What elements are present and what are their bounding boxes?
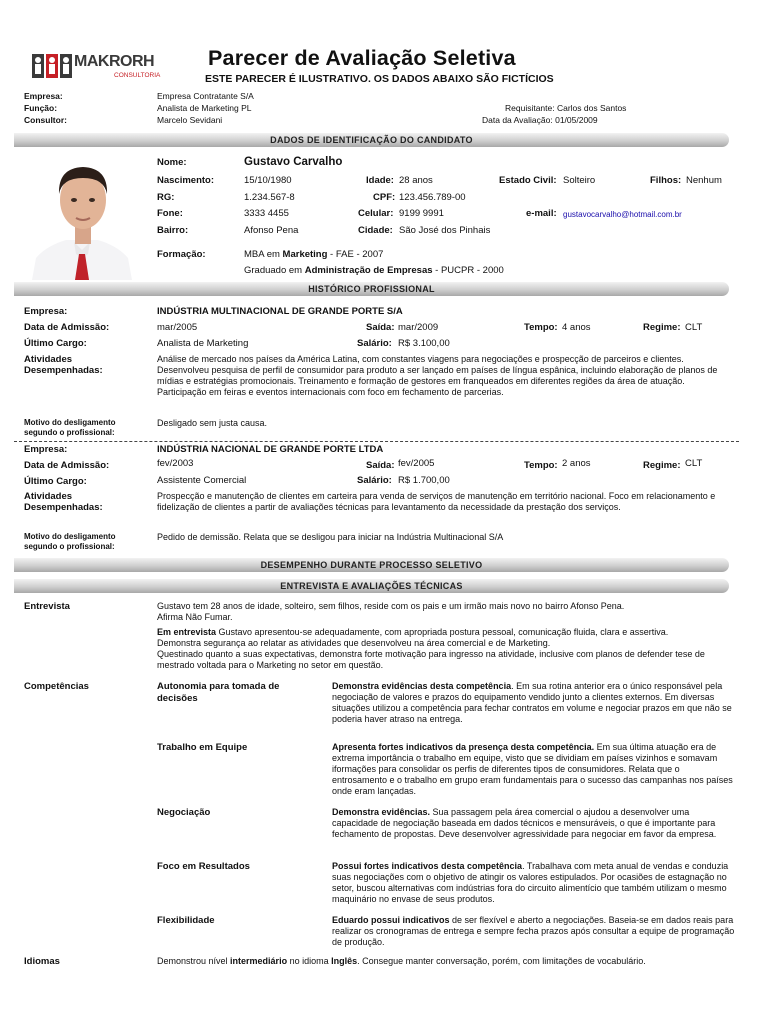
job1-motivo-label: Motivo do desligamento segundo o profissional: — [24, 418, 116, 437]
competencia-desc: Eduardo possui indicativos de ser flexível e aberto a negociações. Baseia-se em dados reais para realizar os cronogramas de entrega e sempre fecha prazos após consultar a equipe de programação de produção. — [332, 915, 735, 947]
entrevista-text: Gustavo tem 28 anos de idade, solteiro, sem filhos, reside com os pais e um irmão mais novo no bairro Afonso Pena. Afirma Não Fumar. Em entrevista Gustavo apresentou-se adequadamente, com apropriada postura pessoal, comunicação fluida, clara e assertiva. Demonstra segurança ao relatar as atividades que desenvolveu na área comercial e de Marketing. Questinado quanto a suas expectativas, demonstra forte motivação para ingresso na atividade, inclusive com planos de defender tese de mestrado voltada para o Marketing no setor em questão. — [157, 601, 705, 670]
bairro-label: Bairro: — [157, 225, 189, 236]
job1-motivo: Desligado sem justa causa. — [157, 418, 268, 428]
rg-label: RG: — [157, 192, 175, 203]
job1-salario-label: Salário: — [357, 338, 392, 349]
requisitante: Requisitante: Carlos dos Santos — [505, 103, 627, 113]
job2-empresa-label: Empresa: — [24, 444, 68, 455]
idiomas-text: Demonstrou nível intermediário no idioma Inglês. Consegue manter conversação, porém, com limitações de vocabulário. — [157, 956, 646, 966]
candidate-photo — [26, 154, 138, 280]
competencia-name: Flexibilidade — [157, 915, 215, 926]
job1-admissao: mar/2005 — [157, 322, 198, 333]
bairro-value: Afonso Pena — [244, 225, 299, 236]
competencia-name: Foco em Resultados — [157, 861, 250, 872]
job2-cargo-label: Último Cargo: — [24, 476, 87, 487]
formacao-graduacao: Graduado em Administração de Empresas - PUCPR - 2000 — [244, 265, 504, 276]
idade-label: Idade: — [366, 175, 394, 186]
job1-atividades-label: Atividades Desempenhadas: — [24, 354, 103, 376]
page-subtitle: ESTE PARECER É ILUSTRATIVO. OS DADOS ABAIXO SÃO FICTÍCIOS — [205, 73, 554, 85]
formacao-mba: MBA em Marketing - FAE - 2007 — [244, 249, 384, 260]
empresa-value: Empresa Contratante S/A — [157, 91, 254, 101]
email-link[interactable]: gustavocarvalho@hotmail.com.br — [563, 210, 682, 219]
job2-motivo-label: Motivo do desligamento segundo o profissional: — [24, 532, 116, 551]
job1-tempo: 4 anos — [562, 322, 591, 333]
consultor-label: Consultor: — [24, 115, 67, 125]
job2-regime: CLT — [685, 458, 703, 469]
job1-atividades: Análise de mercado nos países da América Latina, com constantes viagens para negociações e prospecção de parceiros e clientes. Desenvolveu pesquisa de perfil de consumidor para produto a ser lançado em países de língua espânica, incluindo elaboração de planos de mídias e estratégias promocionais. Treinamento e formação de gestores em franqueados em diferentes regiões da área de atuação. Participação em feiras e eventos internacionais com foco em fechamento de parcerias. — [157, 354, 718, 397]
entrevista-label: Entrevista — [24, 601, 70, 612]
fone-label: Fone: — [157, 208, 183, 219]
fone-value: 3333 4455 — [244, 208, 289, 219]
section-identificacao: DADOS DE IDENTIFICAÇÃO DO CANDIDATO — [14, 133, 729, 147]
job1-regime: CLT — [685, 322, 703, 333]
job2-tempo: 2 anos — [562, 458, 591, 469]
nascimento-label: Nascimento: — [157, 175, 215, 186]
section-historico: HISTÓRICO PROFISSIONAL — [14, 282, 729, 296]
job2-admissao-label: Data de Admissão: — [24, 460, 110, 471]
competencia-desc: Possui fortes indicativos desta competência. Trabalhava com meta anual de vendas e conduzia suas negociações com o objetivo de atingir os valores estipulados. Por ocasiões de estagnação no setor, buscou alternativas com indústrias fora do circuito alimentício que também utilizam o mesmo maquinário no envase de seus produtos. — [332, 861, 729, 904]
job1-admissao-label: Data de Admissão: — [24, 322, 110, 333]
job1-cargo-label: Último Cargo: — [24, 338, 87, 349]
job2-motivo: Pedido de demissão. Relata que se desligou para iniciar na Indústria Multinacional S/A — [157, 532, 504, 542]
job1-tempo-label: Tempo: — [524, 322, 558, 333]
competencia-desc: Apresenta fortes indicativos da presença desta competência. Em sua última atuação era de extrema importância o trabalho em equipe, visto que se dividiam em países vizinhos e somavam iformações para consolidar os perfis de diferentes tipos de consumidores. Relata que o entrosamento e o trabalho em grupo eram fundamentais para o sucesso das campanhas nos países onde eram lançadas. — [332, 742, 733, 796]
job1-empresa: INDÚSTRIA MULTINACIONAL DE GRANDE PORTE S/A — [157, 306, 403, 317]
nascimento-value: 15/10/1980 — [244, 175, 292, 186]
section-entrevista: ENTREVISTA E AVALIAÇÕES TÉCNICAS — [14, 579, 729, 593]
job1-salario: R$ 3.100,00 — [398, 338, 450, 349]
job1-cargo: Analista de Marketing — [157, 338, 249, 349]
competencia-desc: Demonstra evidências. Sua passagem pela área comercial o ajudou a desenvolver uma capacidade de negociação baseada em dados técnicos e mensuráveis, o que é importante para fechamento de propostas. Deve desenvolver agressividade para negociar em favor da empresa. — [332, 807, 717, 839]
page-title: Parecer de Avaliação Seletiva — [208, 46, 516, 70]
job1-empresa-label: Empresa: — [24, 306, 68, 317]
job2-atividades: Prospecção e manutenção de clientes em carteira para venda de serviços de manutenção em território nacional. Foco em relacionamento e fidelização de clientes a partir de avaliações técnicas para levantamento da necessidade da prestação dos serviços. — [157, 491, 716, 512]
job1-saida: mar/2009 — [398, 322, 439, 333]
estado-civil-value: Solteiro — [563, 175, 596, 186]
competencia-name: Trabalho em Equipe — [157, 742, 248, 753]
job2-empresa: INDÚSTRIA NACIONAL DE GRANDE PORTE LTDA — [157, 444, 384, 455]
job2-regime-label: Regime: — [643, 460, 681, 471]
cpf-label: CPF: — [373, 192, 396, 203]
job2-saida: fev/2005 — [398, 458, 435, 469]
job2-atividades-label: Atividades Desempenhadas: — [24, 491, 103, 513]
job2-admissao: fev/2003 — [157, 458, 194, 469]
logo-subtext: CONSULTORIA — [114, 72, 161, 79]
nome-label: Nome: — [157, 157, 187, 168]
idiomas-label: Idiomas — [24, 956, 60, 967]
consultor-value: Marcelo Sevidani — [157, 115, 223, 125]
company-logo — [30, 50, 160, 86]
cidade-value: São José dos Pinhais — [399, 225, 491, 236]
competencia-name: Negociação — [157, 807, 211, 818]
cpf-value: 123.456.789-00 — [399, 192, 466, 203]
email-label: e-mail: — [526, 208, 557, 219]
idade-value: 28 anos — [399, 175, 433, 186]
funcao-value: Analista de Marketing PL — [157, 103, 252, 113]
data-avaliacao: Data da Avaliação: 01/05/2009 — [482, 115, 598, 125]
filhos-label: Filhos: — [650, 175, 682, 186]
empresa-label: Empresa: — [24, 91, 63, 101]
job1-saida-label: Saída: — [366, 322, 395, 333]
celular-value: 9199 9991 — [399, 208, 444, 219]
section-desempenho: DESEMPENHO DURANTE PROCESSO SELETIVO — [14, 558, 729, 572]
celular-label: Celular: — [358, 208, 394, 219]
rg-value: 1.234.567-8 — [244, 192, 295, 203]
competencia-desc: Demonstra evidências desta competência. Em sua rotina anterior era o único responsável pela negociação de valores e prazos do equipamento vendido junto a clientes externos. Em diversas situações utilizou a competência para fechar contratos em volume e negociar prazos em que não se poderia haver atraso na entrega. — [332, 681, 732, 724]
formacao-label: Formação: — [157, 249, 206, 260]
candidate-name: Gustavo Carvalho — [244, 156, 343, 168]
logo-text: MAKRORH — [74, 53, 155, 70]
job1-regime-label: Regime: — [643, 322, 681, 333]
competencia-name: Autonomia para tomada de decisões — [157, 681, 280, 704]
job-divider — [14, 441, 739, 442]
funcao-label: Função: — [24, 103, 58, 113]
job2-salario-label: Salário: — [357, 475, 392, 486]
job2-saida-label: Saída: — [366, 460, 395, 471]
job2-salario: R$ 1.700,00 — [398, 475, 450, 486]
job2-cargo: Assistente Comercial — [157, 475, 247, 486]
competencias-label: Competências — [24, 681, 89, 692]
job2-tempo-label: Tempo: — [524, 460, 558, 471]
cidade-label: Cidade: — [358, 225, 393, 236]
filhos-value: Nenhum — [686, 175, 722, 186]
logo-people-icon — [32, 54, 72, 78]
estado-civil-label: Estado Civil: — [499, 175, 557, 186]
